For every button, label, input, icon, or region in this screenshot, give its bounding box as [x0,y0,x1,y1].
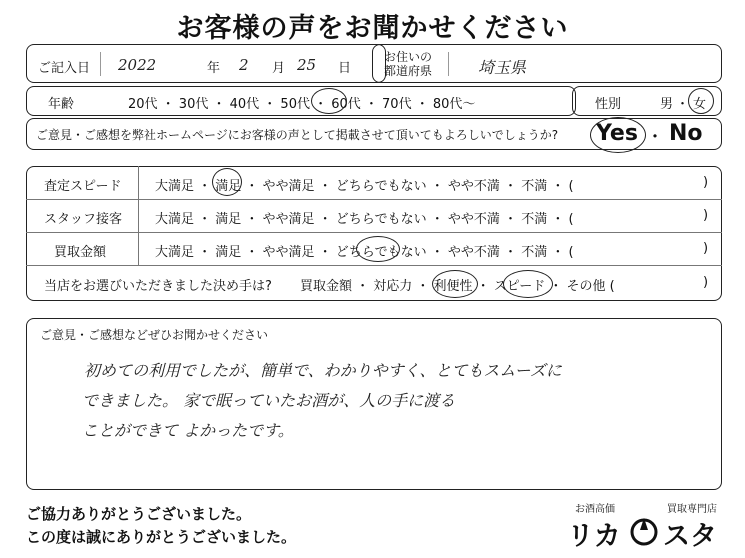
rating-price-selected-mark [356,236,400,262]
decision-options: 買取金額 ・ 対応力 ・ 利便性 ・ スピード ・ その他 ( [300,279,615,294]
decision-selected-mark-speed [503,270,553,298]
ratings-divider-1 [26,199,722,200]
decision-selected-mark-convenience [432,270,478,298]
rating-price-label: 買取金額 [54,245,107,260]
age-selected-mark [311,88,347,114]
logo-drop-icon [629,516,659,546]
visit-month-value: 2 [239,56,249,74]
logo-small-left: お酒高価 [575,504,615,515]
rating-speed-close: ) [703,175,709,190]
consent-selected-mark [590,117,646,153]
age-label: 年齢 [48,97,75,112]
visit-day-value: 25 [297,56,317,74]
rating-price-options: 大満足 ・ 満足 ・ やや満足 ・ どちらでもない ・ やや不満 ・ 不満 ・ ( [155,245,574,260]
rating-speed-options: 大満足 ・ 満足 ・ やや満足 ・ どちらでもない ・ やや不満 ・ 不満 ・ ( [155,179,574,194]
footer-line-1: ご協力ありがとうございました。 [26,505,252,523]
age-options: 20代 ・ 30代 ・ 40代 ・ 50代 ・ 60代 ・ 70代 ・ 80代～ [128,97,476,112]
comments-line-1: 初めての利用でしたが、簡単で、わかりやすく、とてもスムーズに [84,361,562,380]
page-title: お客様の声をお聞かせください [176,13,569,44]
visit-date-label: ご記入日 [38,61,91,76]
ratings-divider-3 [26,265,722,266]
residence-label-line1: お住いの [384,50,433,64]
gender-dot: ・ [676,97,690,112]
logo-main-left: リカ [567,521,621,552]
ratings-label-divider [138,166,139,265]
gender-female: 女 [693,97,707,112]
footer-line-2: この度は誠にありがとうございました。 [26,528,297,546]
comments-line-3: ことができて よかったです。 [82,421,294,440]
rating-staff-options: 大満足 ・ 満足 ・ やや満足 ・ どちらでもない ・ やや不満 ・ 不満 ・ ( [155,212,574,227]
gender-male: 男 [660,97,674,112]
gender-label: 性別 [595,97,622,112]
rating-speed-selected-mark [212,168,242,196]
residence-label-line2: 都道府県 [384,64,433,78]
visit-month-unit: 月 [272,61,286,76]
ratings-divider-2 [26,232,722,233]
gender-selected-mark [688,88,714,114]
decision-question: 当店をお選びいただきました決め手は? [44,279,272,294]
residence-label [384,50,432,78]
rating-price-close: ) [703,241,709,256]
decision-close: ) [703,275,709,290]
visit-day-unit: 日 [338,61,352,76]
consent-dot: ・ [646,127,664,148]
rating-staff-label: スタッフ接客 [44,212,123,227]
rating-staff-close: ) [703,208,709,223]
consent-question: ご意見・ご感想を弊社ホームページにお客様の声として掲載させて頂いてもよろしいでしょうか? [36,128,559,142]
logo [565,500,735,552]
visit-year-value: 2022 [118,56,157,74]
residence-value: 埼玉県 [478,58,527,77]
residence-divider [448,52,449,76]
logo-main-right: スタ [663,521,717,552]
consent-no: No [669,121,703,146]
consent-yes: Yes [596,121,638,146]
logo-small-right: 買取専門店 [667,504,717,515]
visit-divider [100,52,101,76]
comments-label: ご意見・ご感想などぜひお聞かせください [40,328,269,342]
comments-line-2: できました。 家で眠っていたお酒が、人の手に渡る [82,391,456,410]
visit-year-unit: 年 [207,61,221,76]
rating-speed-label: 査定スピード [44,179,122,194]
